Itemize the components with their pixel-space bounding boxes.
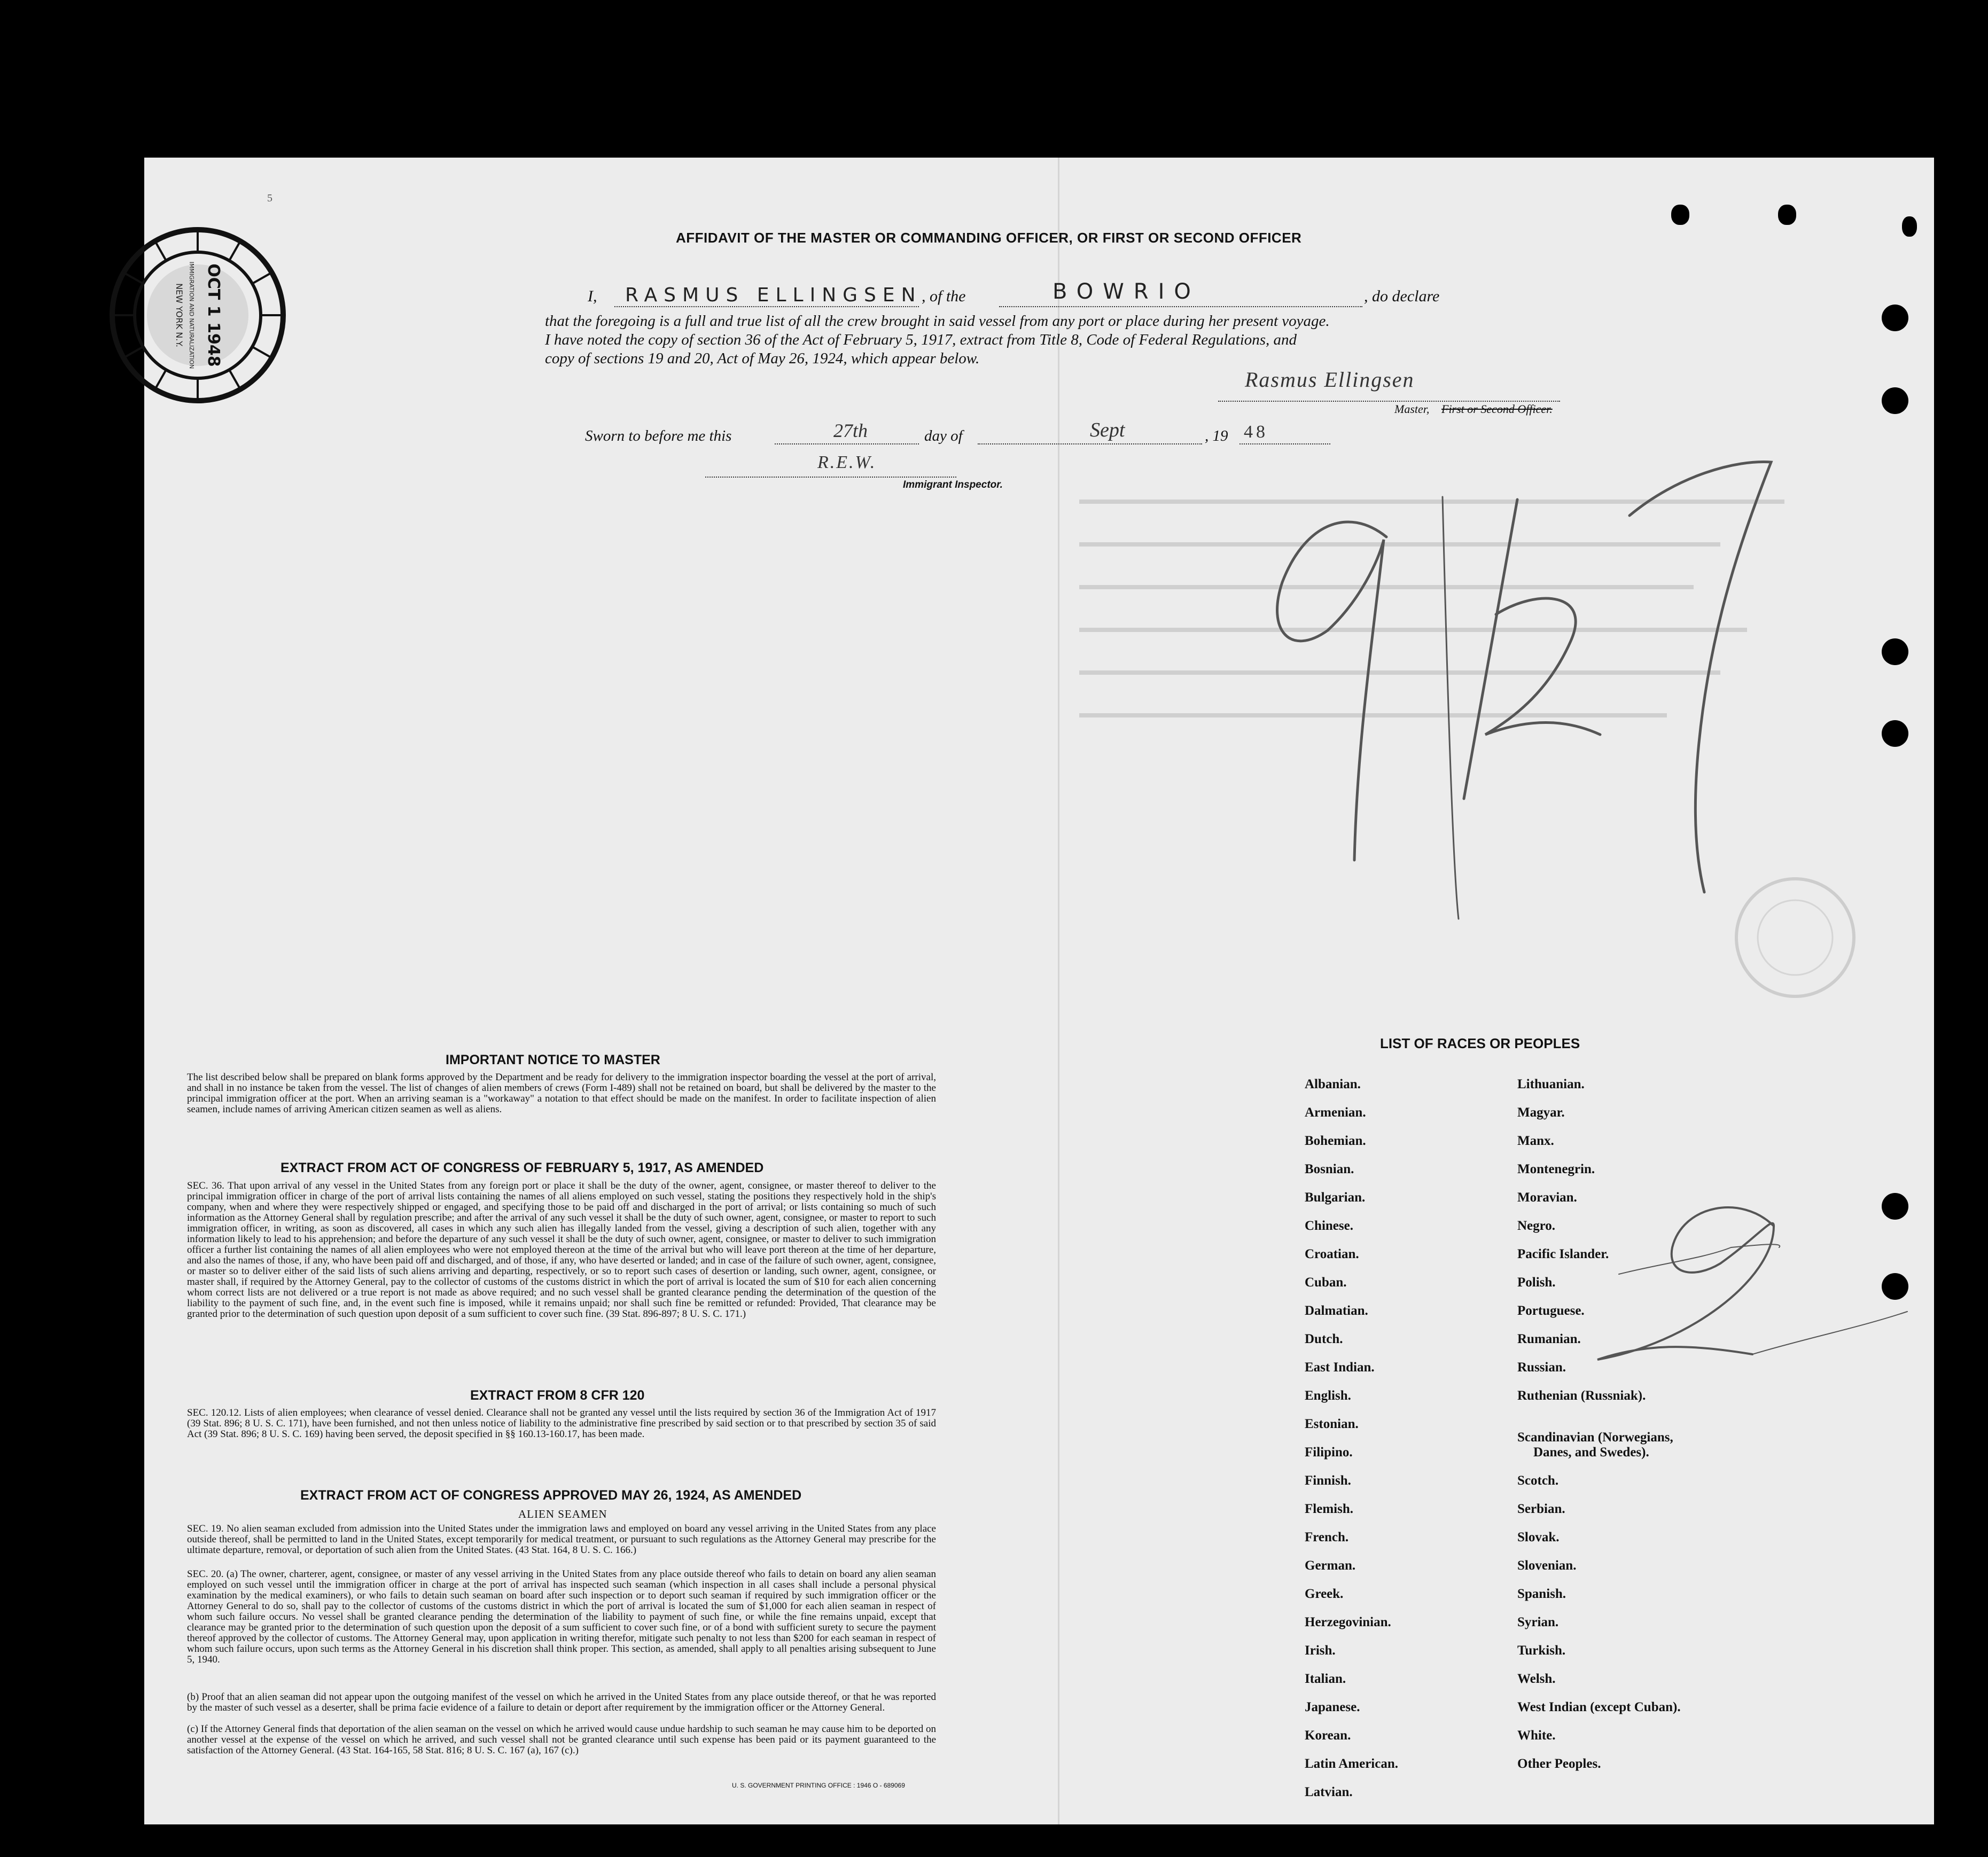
race-item: Magyar. [1517,1105,1565,1120]
master-label-struck: First or Second Officer. [1441,402,1553,416]
printer-line: U. S. GOVERNMENT PRINTING OFFICE : 1946 O - 689069 [732,1782,905,1789]
race-item: Portuguese. [1517,1304,1585,1318]
race-item: French. [1305,1530,1349,1544]
affidavit-body-line3: copy of sections 19 and 20, Act of May 26, 1924, which appear below. [545,350,980,367]
race-item: Syrian. [1517,1615,1559,1629]
handwritten-note-large [1239,411,1784,924]
binder-hole [1882,305,1908,331]
extract-1924-sec20a: SEC. 20. (a) The owner, charterer, agent, consignee, or master of any vessel arriving in the United States from any place outside thereof who fails to detain on board any alien seaman employed on such vessel until the immigration officer in charge at the port of arrival has inspected such seaman (which inspection in all cases shall include a personal physical examination by the medical examiners), or who fails to detain such seaman on board after such inspection or to deport such seaman if required by such immigration officer or the Attorney General to do so, shall pay to the collector of customs of the customs district in which the port of arrival is located the sum of $1,000 for each alien seaman in respect of whom such failure occurs. No vessel shall be granted clearance pending the determination of the liability to payment of such fine, or while the fine remains unpaid, except that clearance may be granted prior to the determination of such question upon the deposit of a sum sufficient to cover such fine, or of a bond with sufficient surety to secure the payment thereof approved by the collector of customs. The Attorney General may, upon application in writing therefor, mitigate such penalty to not less than $200 for each seaman in respect of whom such failure occurs, upon such terms as the Attorney General in his discretion shall think proper. This section, as amended, shall apply to all penalties arising subsequent to June 5, 1940. [187,1569,936,1665]
handwritten-note-large-text: 9/27 [1239,411,1241,412]
sworn-day-line [775,443,919,444]
race-item: Manx. [1517,1134,1554,1148]
year-prefix: , 19 [1205,427,1228,444]
sworn-month-line [978,443,1202,444]
extract-1924-sec20c: (c) If the Attorney General finds that deportation of the alien seaman on the vessel on which he arrived would cause undue hardship to such seaman he may cause him to be deported on another vessel at the expense of the vessel on which he arrived, and such vessel shall not be granted clearance until such expense has been paid or its payment guaranteed to the satisfaction of the Attorney General. (43 Stat. 164-165, 58 Stat. 816; 8 U. S. C. 167 (a), 167 (c).) [187,1723,936,1756]
extract-1924-sec20b: (b) Proof that an alien seaman did not appear upon the outgoing manifest of the vessel on which he arrived in the United States from any place outside thereof, or that he was reported by the master of such vessel as a deserter, shall be prima facie evidence of a failure to detain or deport after requirement by the immigration officer or the Attorney General. [187,1691,936,1713]
affidavit-title: AFFIDAVIT OF THE MASTER OR COMMANDING OFFICER, OR FIRST OR SECOND OFFICER [676,230,1302,246]
inspector-label: Immigrant Inspector. [903,479,1003,490]
master-label: Master, [1394,402,1430,416]
race-item: English. [1305,1388,1351,1403]
race-item: Polish. [1517,1275,1556,1290]
extract-1924-sec19: SEC. 19. No alien seaman excluded from admission into the United States under the immigration laws and employed on board any vessel arriving in the United States from any place outside thereof, shall be permitted to land in the United States, except temporarily for medical treatment, or pursuant to such regulations as the Attorney General may prescribe for the ultimate departure, removal, or deportation of such alien from the United States. (43 Stat. 164, 8 U. S. C. 166.) [187,1523,936,1556]
document-sheet [144,158,1934,1824]
notice-heading: IMPORTANT NOTICE TO MASTER [446,1052,660,1067]
race-item: Danes, and Swedes). [1533,1445,1649,1460]
date-stamp [107,224,289,406]
race-item: Negro. [1517,1219,1556,1233]
race-item: Moravian. [1517,1190,1577,1205]
race-item: Estonian. [1305,1417,1359,1431]
faint-seal [1720,868,1870,1007]
extract-cfr-text: SEC. 120.12. Lists of alien employees; when clearance of vessel denied. Clearance shall not be granted any vessel until the lists required by section 36 of the Immigration Act of 1917 (39 Stat. 896; 8 U. S. C. 171), have been furnished, and not then unless notice of liability to the administrative fine prescribed by said section or to that prescribed by section 35 of said Act (39 Stat. 896; 8 U. S. C. 169) having been served, the deposit specified in §§ 160.13-160.17, has been made. [187,1407,936,1440]
page-mark: 5 [267,192,272,204]
race-item: Bulgarian. [1305,1190,1366,1205]
stamp-date: OCT 1 1948 [204,263,223,367]
race-item: Russian. [1517,1360,1566,1375]
inspector-line [705,477,956,478]
race-item: Slovenian. [1517,1558,1577,1573]
extract-1924-subheading: ALIEN SEAMEN [518,1508,607,1520]
race-item: East Indian. [1305,1360,1375,1375]
race-item: Albanian. [1305,1077,1361,1091]
race-item: Herzegovinian. [1305,1615,1391,1629]
race-item: Chinese. [1305,1219,1353,1233]
race-item: White. [1517,1728,1556,1743]
races-left-column [1305,1076,1508,1813]
punch-mark [1671,205,1689,225]
race-item: Japanese. [1305,1700,1360,1714]
stamp-agency: IMMIGRATION AND NATURALIZATION [188,261,195,369]
race-item: Filipino. [1305,1445,1353,1460]
race-item: Finnish. [1305,1473,1351,1488]
sworn-day: 27th [833,420,868,441]
of-the-label: , of the [922,287,966,305]
race-item: Bosnian. [1305,1162,1354,1176]
handwritten-note-small-text: 2 [1581,1183,1582,1184]
master-signature: Rasmus Ellingsen [1245,368,1415,392]
race-item: Croatian. [1305,1247,1359,1261]
race-item: West Indian (except Cuban). [1517,1700,1681,1714]
stamp-city: NEW YORK N.Y. [174,283,184,347]
race-item: Other Peoples. [1517,1757,1601,1771]
master-signature-line [1218,401,1560,402]
race-item: Latvian. [1305,1785,1353,1799]
race-item: Spanish. [1517,1587,1566,1601]
fold-line [1058,158,1059,1824]
race-item: Armenian. [1305,1105,1366,1120]
race-item: Slovak. [1517,1530,1560,1544]
do-declare-label: , do declare [1364,287,1440,305]
binder-hole [1882,387,1908,414]
sworn-label: Sworn to before me this [585,427,732,444]
i-label: I, [588,287,597,305]
binder-hole [1882,638,1908,665]
race-item: Latin American. [1305,1757,1398,1771]
race-item: Scandinavian (Norwegians, [1517,1430,1673,1445]
race-item: Dalmatian. [1305,1304,1368,1318]
sworn-month: Sept [1090,419,1125,441]
race-item: Cuban. [1305,1275,1347,1290]
races-heading: LIST OF RACES OR PEOPLES [1380,1035,1580,1051]
affidavit-body-line2: I have noted the copy of section 36 of the Act of February 5, 1917, extract from Title 8, Code of Federal Regulations, and [545,331,1297,348]
race-item: Lithuanian. [1517,1077,1585,1091]
vessel-name: BOWRIO [1053,279,1200,304]
punch-mark [1902,216,1917,237]
master-name-line [614,306,919,307]
affidavit-body-line1: that the foregoing is a full and true list of all the crew brought in said vessel from any port or place during her present voyage. [545,313,1330,330]
race-item: Scotch. [1517,1473,1559,1488]
race-item: Greek. [1305,1587,1344,1601]
race-item: Pacific Islander. [1517,1247,1609,1261]
day-of-label: day of [924,427,963,444]
notice-text: The list described below shall be prepared on blank forms approved by the Department and be ready for delivery to the immigration inspector boarding the vessel at the port of arrival, and shall in no instance be taken from the vessel. The list of changes of alien members of crews (Form I-489) shall not be retained on board, but shall be delivered by the master to the principal immigration officer at the port. When an arriving seaman is a "workaway" a notation to that effect should be made on the manifest. In order to facilitate inspection of alien seamen, include names of arriving American citizen seamen as well as aliens. [187,1072,936,1115]
race-item: Irish. [1305,1643,1336,1658]
year-suffix: 48 [1244,422,1268,442]
extract-1917-heading: EXTRACT FROM ACT OF CONGRESS OF FEBRUARY 5, 1917, AS AMENDED [280,1160,764,1175]
race-item: German. [1305,1558,1356,1573]
extract-1917-text: SEC. 36. That upon arrival of any vessel in the United States from any foreign port or place it shall be the duty of the owner, agent, consignee, or master thereof to deliver to the principal immigration officer in charge of the port of arrival lists containing the names of all aliens employed on such vessel, stating the positions they respectively hold in the ship's company, when and where they were respectively shipped or engaged, and specifying those to be paid off and discharged in the port of arrival; or lists containing so much of such information as the Attorney General shall by regulation prescribe; and after the arrival of any such vessel it shall be the duty of such owner, agent, consignee, or master to report to such immigration officer, in writing, as soon as discovered, all cases in which any such alien has illegally landed from the vessel, giving a description of such alien, together with any information likely to lead to his apprehension; and before the departure of any such vessel it shall be the duty of such owner, agent, consignee, or master to deliver to such immigration officer a further list containing the names of all alien employees who were not employed thereon at the time of the arrival but who will leave port thereon at the time of her departure, and also the names of those, if any, who have been paid off and discharged, and of those, if any, who have deserted or landed; and in case of the failure of such owner, agent, consignee, or master so to deliver either of the said lists of such aliens arriving and departing, respectively, or so to report such cases of desertion or landing, such owner, agent, consignee, or master shall, if required by the Attorney General, pay to the collector of customs of the customs district in which the port of arrival is located the sum of $10 for each alien concerning whom correct lists are not delivered or a true report is not made as above required; and no such vessel shall be granted clearance pending the determination of the question of the liability to the payment of such fine, and, in the event such fine is imposed, while it remains unpaid; nor shall such fine be remitted or refunded: Provided, That clearance may be granted prior to the determination of such question upon deposit of a sum sufficient to cover such fine. (39 Stat. 896-897; 8 U. S. C. 171.) [187,1180,936,1320]
race-item: Flemish. [1305,1502,1353,1516]
master-name: RASMUS ELLINGSEN [625,284,922,306]
binder-hole [1882,720,1908,747]
race-item: Montenegrin. [1517,1162,1595,1176]
race-item: Welsh. [1517,1672,1556,1686]
vessel-name-line [999,306,1362,307]
race-item: Bohemian. [1305,1134,1366,1148]
punch-mark [1778,205,1796,225]
inspector-signature: R.E.W. [817,452,877,472]
race-item: Dutch. [1305,1332,1343,1346]
race-item: Korean. [1305,1728,1351,1743]
race-item: Turkish. [1517,1643,1566,1658]
extract-1924-heading: EXTRACT FROM ACT OF CONGRESS APPROVED MAY 26, 1924, AS AMENDED [300,1488,802,1503]
extract-cfr-heading: EXTRACT FROM 8 CFR 120 [470,1388,645,1403]
races-right-column [1517,1076,1795,1784]
race-item: Rumanian. [1517,1332,1581,1346]
race-item: Serbian. [1517,1502,1565,1516]
race-item: Italian. [1305,1672,1346,1686]
race-item: Ruthenian (Russniak). [1517,1388,1646,1403]
